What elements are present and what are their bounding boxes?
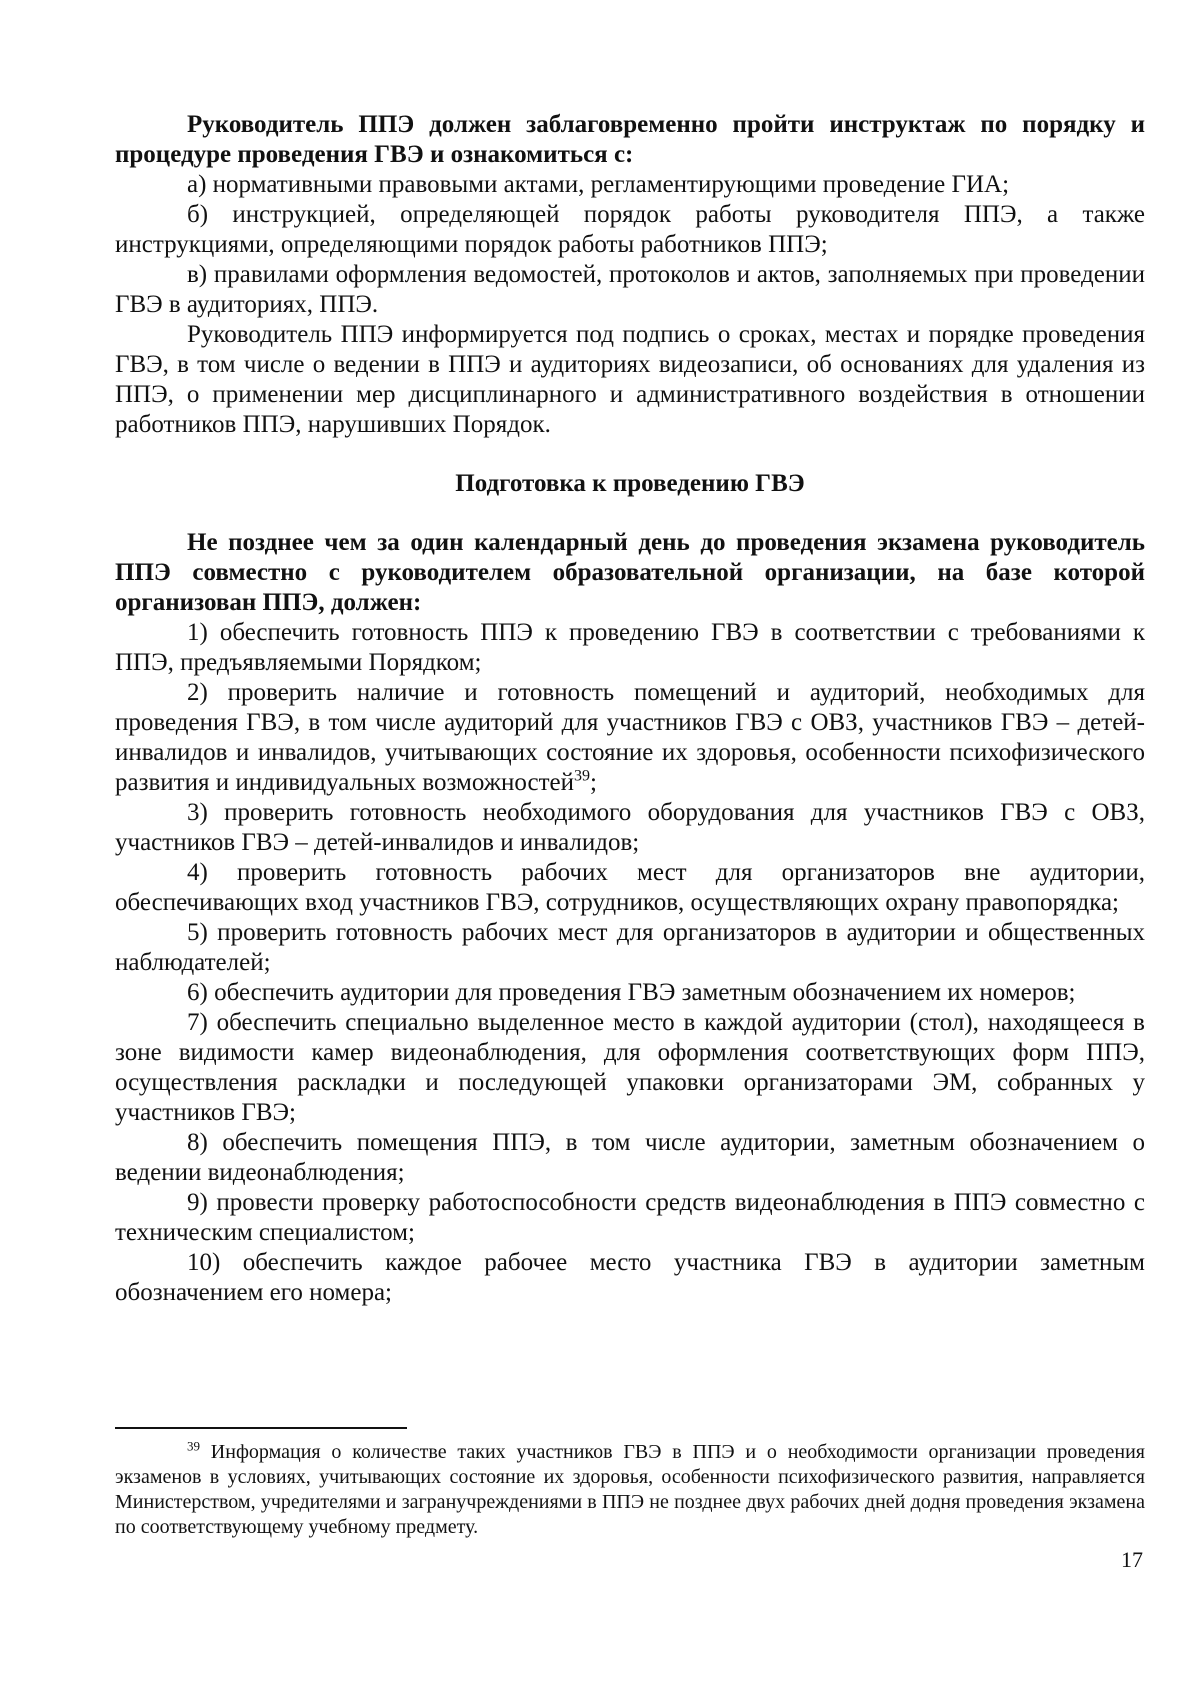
section-item-2 (115, 678, 1145, 798)
footnote (115, 1440, 1145, 1540)
intro-item-b: б) инструкцией, определяющей порядок работы руководителя ППЭ, а также инструкциями, определяющими порядок работы работников ППЭ; (115, 201, 1145, 258)
section-item-2-tail: ; (590, 769, 597, 796)
section-item-10: 10) обеспечить каждое рабочее место участника ГВЭ в аудитории заметным обозначением его номера; (115, 1249, 1145, 1306)
section-item-2-text: 2) проверить наличие и готовность помещений и аудиторий, необходимых для проведения ГВЭ, в том числе аудиторий для участников ГВЭ с ОВЗ, участников ГВЭ – детей-инвалидов и инвалидов, учитывающих состояние их здоровья, особенности психофизического развития и индивидуальных возможностей (115, 679, 1145, 796)
footnote-reference[interactable]: 39 (574, 767, 591, 785)
intro-item-c: в) правилами оформления ведомостей, протоколов и актов, заполняемых при проведении ГВЭ в аудиториях, ППЭ. (115, 261, 1145, 318)
footnote-separator (115, 1427, 407, 1429)
page-number: 17 (1121, 1547, 1143, 1572)
section-intro-paragraph: Не позднее чем за один календарный день до проведения экзамена руководитель ППЭ совместно с руководителем образовательной организации, на базе которой организован ППЭ, должен: (115, 529, 1145, 616)
intro-item-a: а) нормативными правовыми актами, регламентирующими проведение ГИА; (187, 171, 1010, 198)
informed-paragraph: Руководитель ППЭ информируется под подпись о сроках, местах и порядке проведения ГВЭ, в том числе о ведении в ППЭ и аудиториях видеозаписи, об основаниях для удаления из ППЭ, о применении мер дисциплинарного и административного воздействия в отношении работников ППЭ, нарушивших Порядок. (115, 321, 1145, 438)
section-item-8: 8) обеспечить помещения ППЭ, в том числе аудитории, заметным обозначением о ведении видеонаблюдения; (115, 1129, 1145, 1186)
footnote-number: 39 (187, 1438, 200, 1454)
section-item-7: 7) обеспечить специально выделенное место в каждой аудитории (стол), находящееся в зоне видимости камер видеонаблюдения, для оформления соответствующих форм ППЭ, осуществления раскладки и последующей упаковки организаторами ЭМ, собранных у участников ГВЭ; (115, 1009, 1145, 1126)
section-item-4: 4) проверить готовность рабочих мест для организаторов вне аудитории, обеспечивающих вход участников ГВЭ, сотрудников, осуществляющих охрану правопорядка; (115, 859, 1145, 916)
section-item-3: 3) проверить готовность необходимого оборудования для участников ГВЭ с ОВЗ, участников ГВЭ – детей-инвалидов и инвалидов; (115, 799, 1145, 856)
section-item-9: 9) провести проверку работоспособности средств видеонаблюдения в ППЭ совместно с техническим специалистом; (115, 1189, 1145, 1246)
intro-paragraph: Руководитель ППЭ должен заблаговременно пройти инструктаж по порядку и процедуре проведения ГВЭ и ознакомиться с: (115, 111, 1145, 168)
section-item-6: 6) обеспечить аудитории для проведения ГВЭ заметным обозначением их номеров; (187, 979, 1076, 1006)
document-body (115, 110, 1145, 1308)
section-item-5: 5) проверить готовность рабочих мест для организаторов в аудитории и общественных наблюдателей; (115, 919, 1145, 976)
section-item-1: 1) обеспечить готовность ППЭ к проведению ГВЭ в соответствии с требованиями к ППЭ, предъявляемыми Порядком; (115, 619, 1145, 676)
footnote-text: Информация о количестве таких участников ГВЭ в ППЭ и о необходимости организации проведения экзаменов в условиях, учитывающих состояние их здоровья, особенности психофизического развития, направляется Министерством, учредителями и загранучреждениями в ППЭ не позднее двух рабочих дней додня проведения экзамена по соответствующему учебному предмету. (115, 1441, 1145, 1538)
section-heading: Подготовка к проведению ГВЭ (455, 470, 805, 497)
